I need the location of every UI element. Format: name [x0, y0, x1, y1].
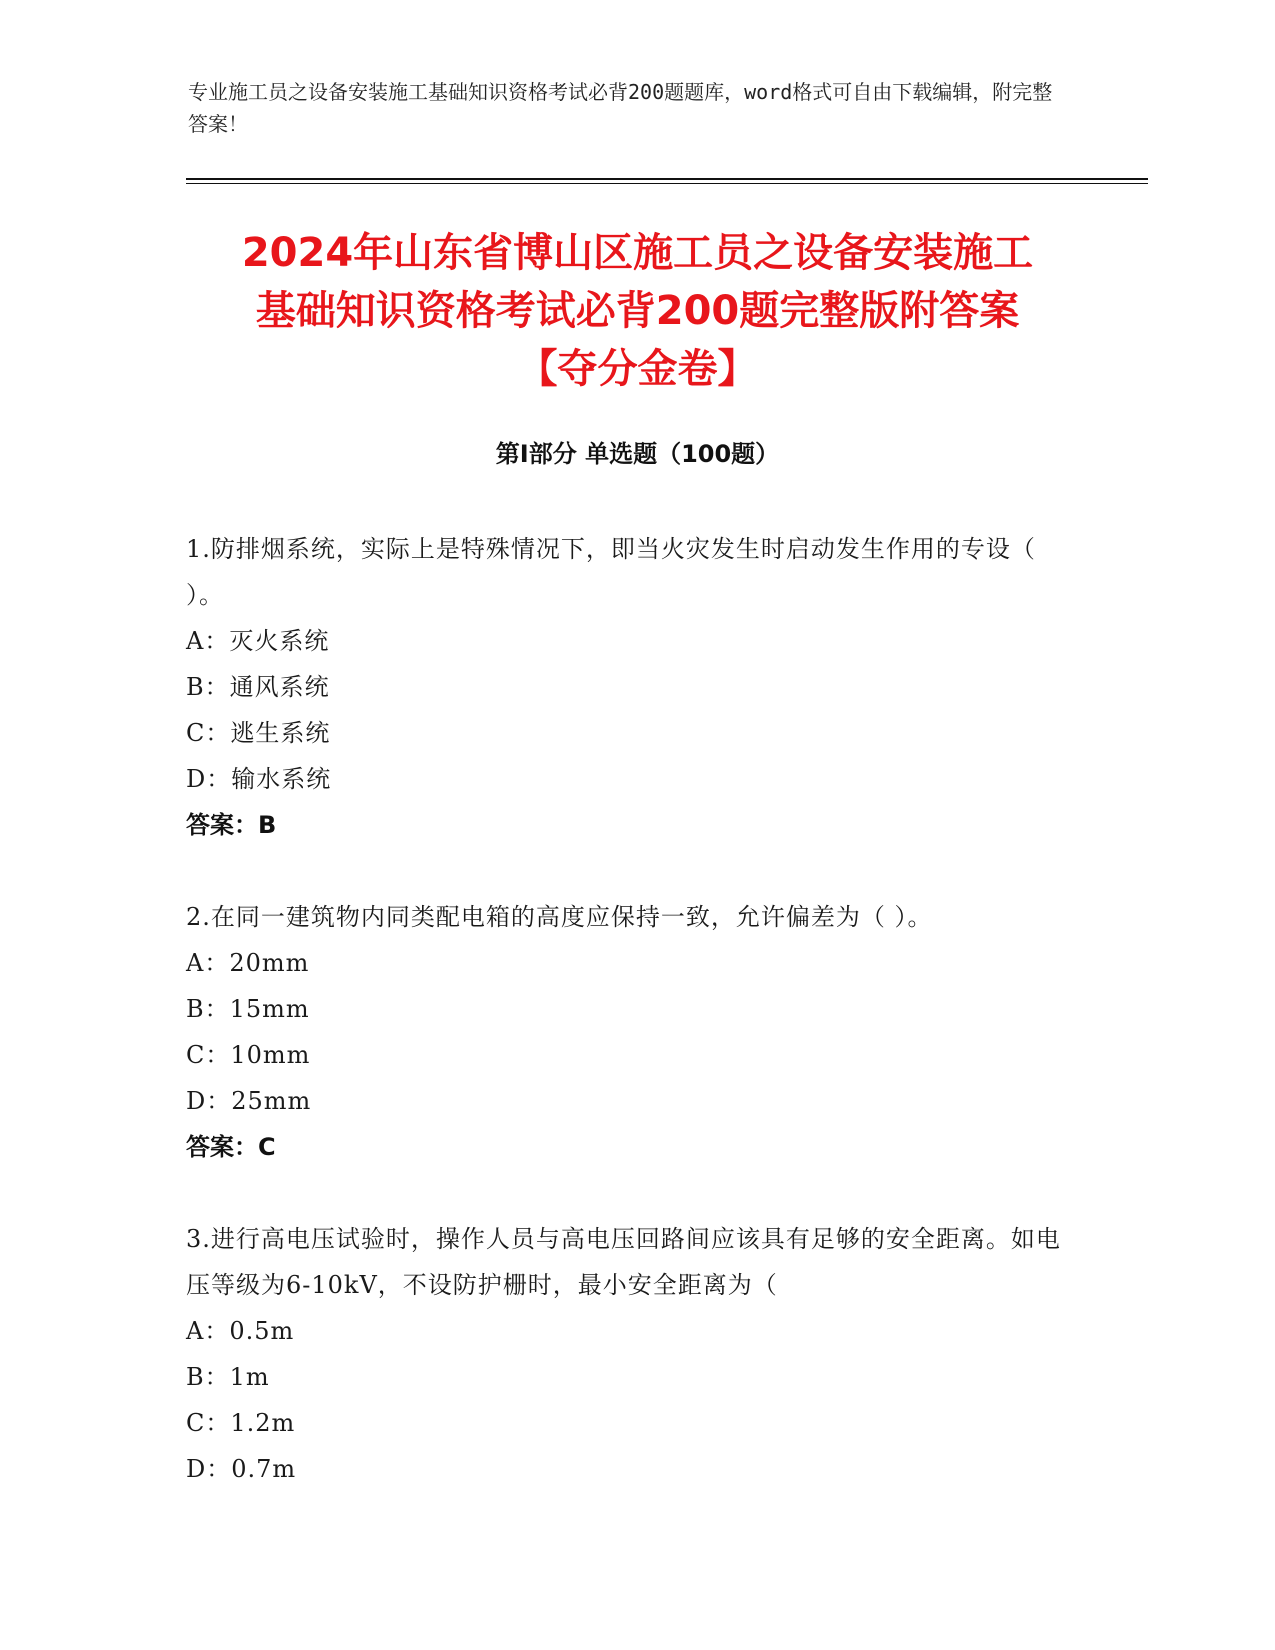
option-a: A：0.5m [186, 1317, 295, 1345]
option-a: A：灭火系统 [186, 627, 330, 655]
question-2 [186, 894, 1066, 1170]
question-1 [186, 526, 1066, 848]
option-b: B：1m [186, 1363, 270, 1391]
section-title: 第Ⅰ部分 单选题（100题） [495, 440, 780, 468]
title-line: 2024年山东省博山区施工员之设备安装施工 [241, 230, 1034, 276]
option-c: C：1.2m [186, 1409, 296, 1437]
question-spacer [186, 1170, 1066, 1216]
question-stem: 1.防排烟系统，实际上是特殊情况下，即当火灾发生时启动发生作用的专设（ ）。 [186, 535, 1036, 609]
answer: 答案：B [186, 811, 277, 839]
option-d: D：0.7m [186, 1455, 297, 1483]
question-list [186, 526, 1066, 1492]
header-rule-thin [186, 183, 1148, 184]
title-line: 【夺分金卷】 [517, 346, 758, 392]
question-spacer [186, 848, 1066, 894]
title-line: 基础知识资格考试必背200题完整版附答案 [255, 288, 1020, 334]
question-stem: 3.进行高电压试验时，操作人员与高电压回路间应该具有足够的安全距离。如电压等级为6-10kV，不设防护栅时，最小安全距离为（ [186, 1225, 1061, 1299]
option-d: D：25mm [186, 1087, 312, 1115]
option-c: C：10mm [186, 1041, 311, 1069]
document-title [150, 224, 1125, 398]
option-b: B：通风系统 [186, 673, 330, 701]
option-c: C：逃生系统 [186, 719, 331, 747]
question-stem: 2.在同一建筑物内同类配电箱的高度应保持一致，允许偏差为（ ）。 [186, 903, 933, 931]
question-3 [186, 1216, 1066, 1492]
option-d: D：输水系统 [186, 765, 332, 793]
header-note: 专业施工员之设备安装施工基础知识资格考试必背200题题库，word格式可自由下载编辑，附完整答案！ [188, 80, 1053, 136]
option-a: A：20mm [186, 949, 310, 977]
option-b: B：15mm [186, 995, 310, 1023]
answer: 答案：C [186, 1133, 276, 1161]
header-rule-thick [186, 178, 1148, 180]
